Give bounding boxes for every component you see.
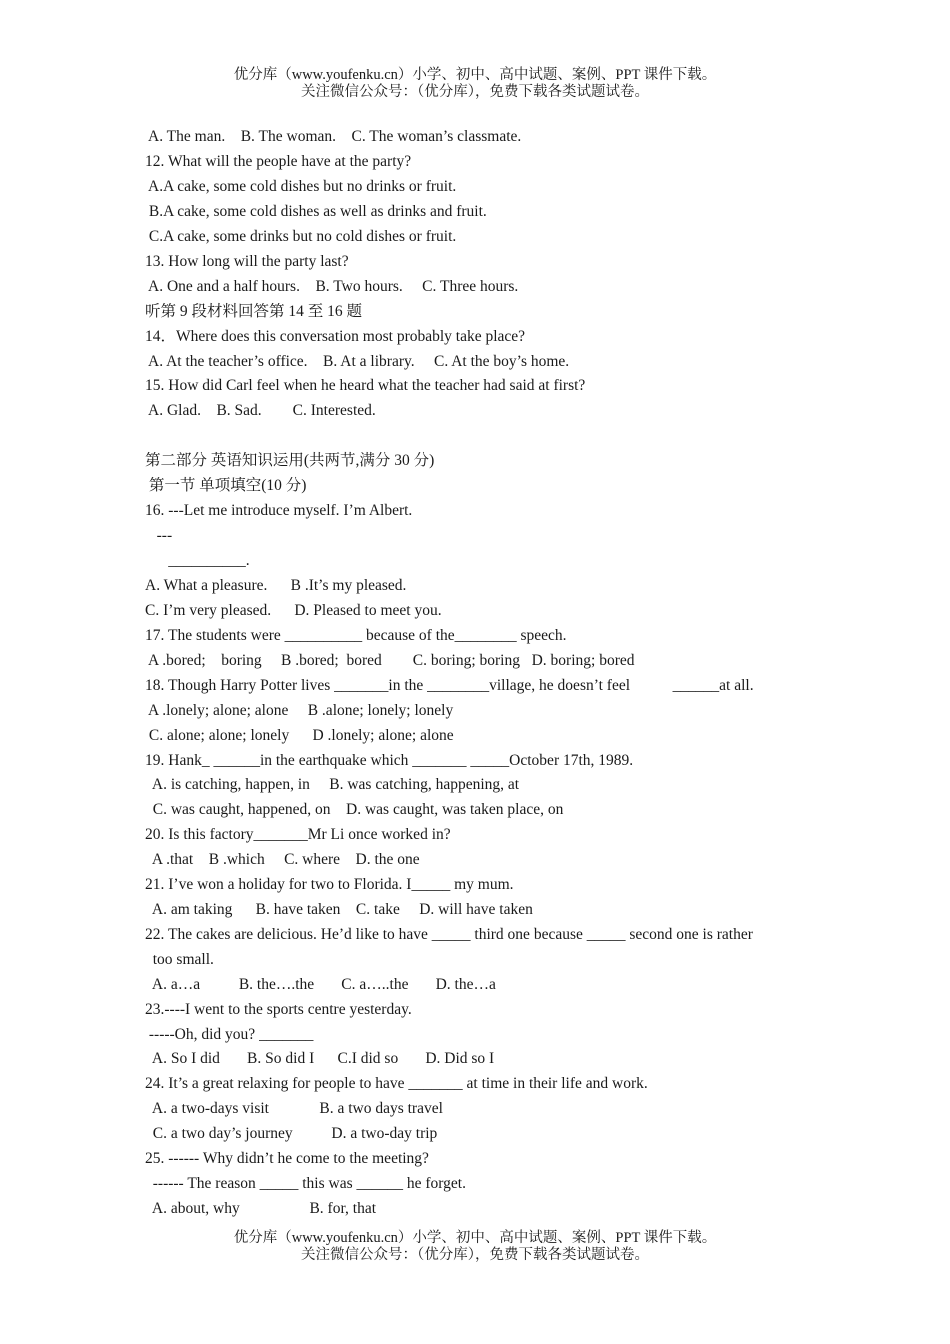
footer-line-2: 关注微信公众号：（优分库），免费下载各类试题试卷。 [301,1247,649,1263]
page-footer [0,1230,950,1264]
exam-line: 18. Though Harry Potter lives _______in the ________village, he doesn’t feel ______at all. [145,677,754,694]
exam-line: 第二部分 英语知识运用(共两节,满分 30 分) [145,452,435,469]
exam-line: C. I’m very pleased. D. Pleased to meet you. [145,602,442,619]
exam-line: A. What a pleasure. B .It’s my pleased. [145,577,407,594]
exam-line: A. Glad. B. Sad. C. Interested. [145,402,376,419]
exam-line: C. was caught, happened, on D. was caught, was taken place, on [145,801,564,818]
header-line-1: 优分库（www.youfenku.cn）小学、初中、高中试题、案例、PPT 课件下载。 [233,67,717,83]
exam-line: 19. Hank_ ______in the earthquake which _______ _____October 17th, 1989. [145,752,634,769]
exam-line: __________. [145,552,250,569]
exam-line: 21. I’ve won a holiday for two to Florida. I_____ my mum. [145,876,514,893]
exam-line: A. So I did B. So did I C.I did so D. Did so I [145,1050,495,1067]
footer-line-1: 优分库（www.youfenku.cn）小学、初中、高中试题、案例、PPT 课件下载。 [233,1230,717,1246]
exam-line: 13. How long will the party last? [145,253,349,270]
exam-line: A .that B .which C. where D. the one [145,851,420,868]
exam-line: 14．Where does this conversation most probably take place? [145,328,526,345]
exam-line: 20. Is this factory_______Mr Li once worked in? [145,826,451,843]
exam-line: 第一节 单项填空(10 分) [145,477,307,494]
exam-line: A. am taking B. have taken C. take D. will have taken [145,901,533,918]
exam-line: A. The man. B. The woman. C. The woman’s classmate. [145,128,522,145]
exam-line: 23.----I went to the sports centre yesterday. [145,1001,412,1018]
exam-line: too small. [145,951,214,968]
exam-line: A.A cake, some cold dishes but no drinks or fruit. [145,178,457,195]
exam-line: A. One and a half hours. B. Two hours. C. Three hours. [145,278,519,295]
exam-line: C. alone; alone; lonely D .lonely; alone; alone [145,727,454,744]
exam-line: 15. How did Carl feel when he heard what the teacher had said at first? [145,377,586,394]
exam-line: -----Oh, did you? _______ [145,1026,314,1043]
exam-line: A .lonely; alone; alone B .alone; lonely; lonely [145,702,454,719]
exam-line: C.A cake, some drinks but no cold dishes or fruit. [145,228,457,245]
exam-line: C. a two day’s journey D. a two-day trip [145,1125,438,1142]
exam-line: --- [145,527,173,544]
exam-line: 12. What will the people have at the party? [145,153,412,170]
header-line-2: 关注微信公众号：（优分库），免费下载各类试题试卷。 [301,84,649,100]
exam-line: 听第 9 段材料回答第 14 至 16 题 [145,303,363,320]
exam-line: A .bored; boring B .bored; bored C. boring; boring D. boring; bored [145,652,635,669]
exam-line: ------ The reason _____ this was ______ he forget. [145,1175,466,1192]
page-header [0,67,950,101]
exam-line: 16. ---Let me introduce myself. I’m Albert. [145,502,413,519]
exam-line: A. a two-days visit B. a two days travel [145,1100,443,1117]
exam-line: A. about, why B. for, that [145,1200,377,1217]
exam-line: 22. The cakes are delicious. He’d like to have _____ third one because _____ second one is rather [145,926,753,943]
exam-line: 24. It’s a great relaxing for people to have _______ at time in their life and work. [145,1075,648,1092]
exam-line: A. At the teacher’s office. B. At a library. C. At the boy’s home. [145,353,570,370]
exam-line: 17. The students were __________ because of the________ speech. [145,627,567,644]
exam-line: 25. ------ Why didn’t he come to the meeting? [145,1150,429,1167]
exam-line: A. is catching, happen, in B. was catching, happening, at [145,776,520,793]
exam-line: B.A cake, some cold dishes as well as drinks and fruit. [145,203,487,220]
exam-line: A. a…a B. the….the C. a…..the D. the…a [145,976,496,993]
